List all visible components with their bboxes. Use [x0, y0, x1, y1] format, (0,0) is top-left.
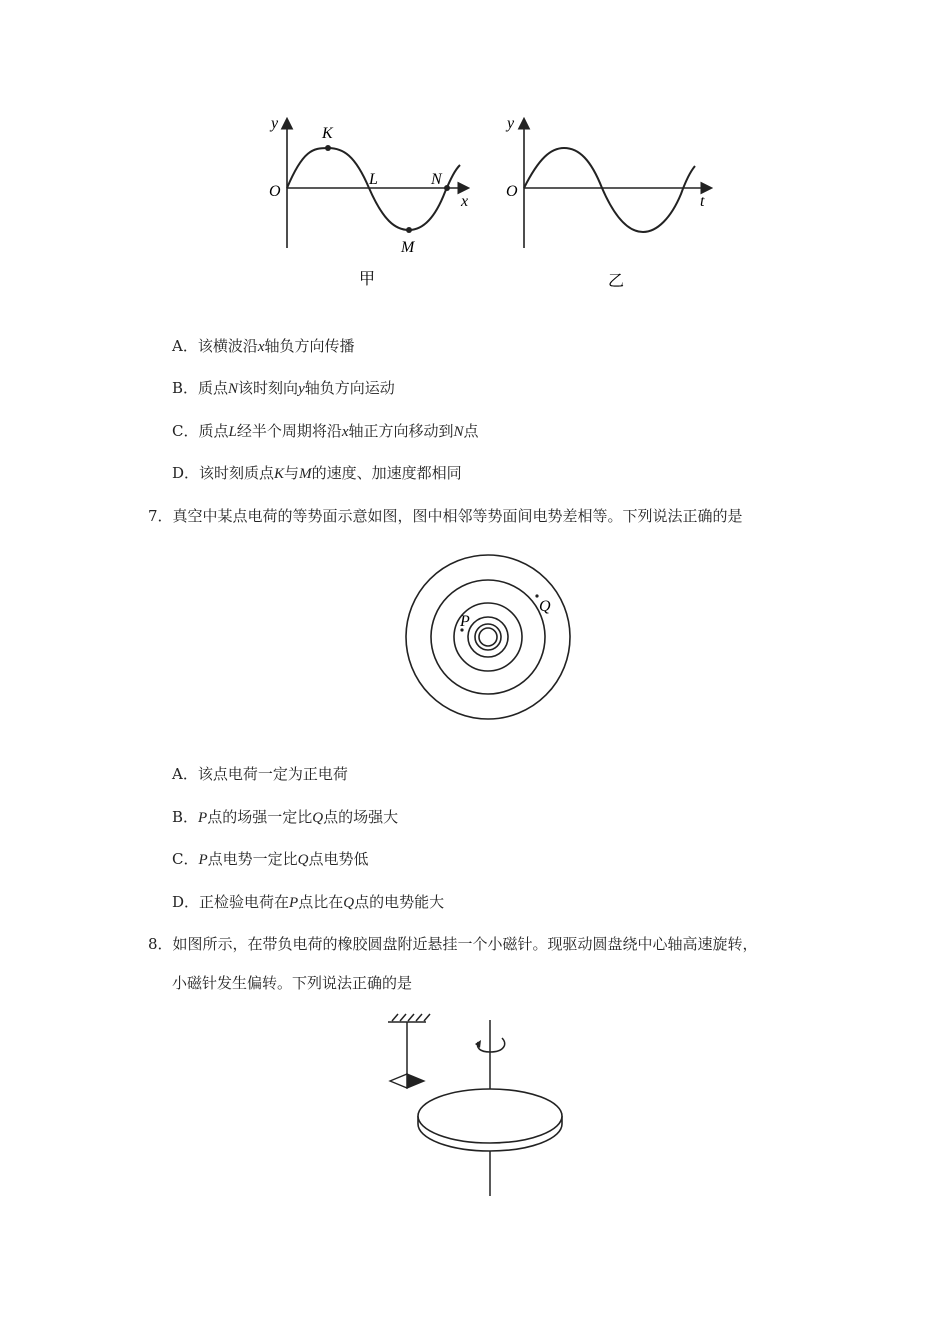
variable: x [257, 339, 265, 355]
figure-caption-yi: 乙 [608, 273, 625, 290]
option-text: 经半个周期将沿 [236, 422, 342, 440]
q7-option-d [172, 892, 444, 913]
point-p-label: P [460, 613, 470, 630]
option-text: 点的场强大 [323, 808, 399, 826]
q6-option-b [172, 378, 395, 399]
variable: N [228, 381, 239, 397]
q7-option-a: A．该点电荷一定为正电荷 [172, 765, 348, 783]
equipotential-ring-6 [479, 628, 497, 646]
variable: Q [297, 852, 309, 868]
point-k-dot [325, 145, 331, 151]
equipotential-ring-4 [468, 617, 508, 657]
option-text: 点比在 [298, 893, 344, 911]
y-axis-label: y [507, 115, 515, 132]
option-text: 的速度、加速度都相同 [311, 464, 462, 482]
variable: Q [343, 895, 355, 911]
option-text: 与 [284, 464, 300, 482]
variable: P [289, 895, 299, 911]
equipotential-ring-2 [431, 580, 545, 694]
option-text: C． [172, 850, 199, 868]
option-text: 点电势一定比 [207, 850, 298, 868]
option-text: 该时刻向 [238, 379, 299, 397]
variable: N [453, 424, 464, 440]
rubber-disk [418, 1089, 562, 1151]
equipotential-figure [400, 550, 580, 730]
rotation-arrow-icon [478, 1038, 505, 1052]
wave-figure-yi [495, 110, 725, 300]
option-text: 点电势低 [308, 850, 369, 868]
option-text: B．质点 [172, 379, 229, 397]
q6-option-a [172, 336, 355, 357]
variable: y [298, 381, 305, 397]
option-text: B． [172, 808, 199, 826]
option-text: 点的场强一定比 [207, 808, 313, 826]
variable: M [299, 466, 312, 482]
option-text: 轴正方向移动到 [348, 422, 454, 440]
option-text: 轴负方向传播 [264, 337, 355, 355]
t-axis-label: t [700, 193, 705, 210]
variable: x [341, 424, 349, 440]
variable: K [274, 466, 285, 482]
q6-option-d [172, 463, 462, 484]
option-text: 点的电势能大 [354, 893, 445, 911]
wave-curve [287, 148, 460, 230]
q6-option-c [172, 421, 479, 442]
magnetic-needle-icon [390, 1074, 424, 1088]
point-k-label: K [322, 125, 333, 142]
point-q-label: Q [539, 598, 551, 615]
option-text: D．该时刻质点 [172, 464, 275, 482]
wave-figure-jia [255, 110, 485, 300]
q7-stem: 7．真空中某点电荷的等势面示意如图，图中相邻等势面间电势差相等。下列说法正确的是 [148, 507, 743, 525]
variable: P [198, 810, 208, 826]
y-axis-label: y [271, 115, 279, 132]
variable: L [228, 424, 237, 440]
wave-curve [524, 148, 695, 232]
point-m-label: M [401, 239, 415, 256]
ceiling-support-icon [388, 1014, 430, 1078]
variable: Q [312, 810, 324, 826]
option-text: 轴负方向运动 [304, 379, 395, 397]
q8-stem-line2: 小磁针发生偏转。下列说法正确的是 [172, 974, 413, 992]
rotating-disk-figure [380, 1008, 580, 1203]
option-text: 点 [463, 422, 479, 440]
option-text: D．正检验电荷在 [172, 893, 290, 911]
x-axis-label: x [461, 193, 469, 210]
point-n-dot [444, 185, 450, 191]
origin-label: O [269, 183, 281, 200]
point-n-label: N [431, 171, 442, 188]
option-text: C．质点 [172, 422, 229, 440]
option-text: A．该横波沿 [172, 337, 258, 355]
q7-option-c [172, 849, 369, 870]
point-m-dot [406, 227, 412, 233]
origin-label: O [506, 183, 518, 200]
point-l-label: L [369, 171, 378, 188]
q8-stem-line1: 8．如图所示，在带负电荷的橡胶圆盘附近悬挂一个小磁针。现驱动圆盘绕中心轴高速旋转， [148, 935, 758, 953]
figure-caption-jia: 甲 [359, 271, 376, 288]
variable: P [198, 852, 208, 868]
q7-option-b [172, 807, 398, 828]
